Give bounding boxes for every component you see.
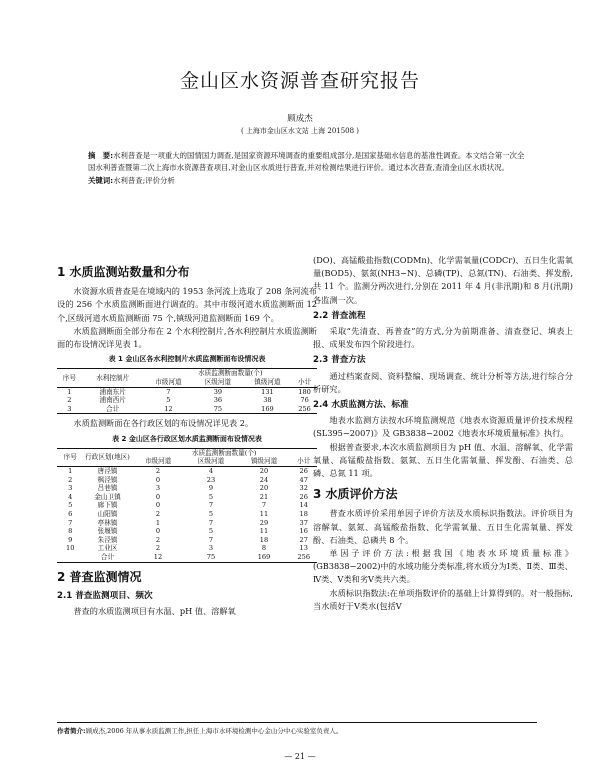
table-cell: 2	[67, 396, 72, 405]
table-cell: 张堰镇	[97, 527, 118, 536]
table-cell: 3	[68, 484, 73, 493]
table-row	[57, 493, 317, 502]
table-cell: 20	[259, 466, 269, 475]
table1-header-area: 水利控制片	[96, 373, 130, 382]
table-cell: 8	[261, 544, 267, 553]
table-cell: 14	[299, 501, 308, 510]
table-cell: 1	[68, 466, 73, 475]
table2-header-group: 水质监测断面数量(个)	[192, 448, 257, 457]
table1-col-header: 小计	[298, 378, 312, 387]
table-row	[57, 405, 317, 414]
table-cell: 9	[68, 535, 73, 544]
table-cell: 10	[66, 544, 75, 553]
table-cell: 廊下镇	[97, 501, 118, 510]
paragraph: 根据普查要求,本次水质监测项目为 pH 值、水温、溶解氧、化学需氧量、高锰酸盐指数、氨氮、五日生化需氧量、挥发酚、石油类、总磷、总氮 11 项。	[313, 441, 573, 479]
section-2-4-heading: 2.4 水质监测方法、标准	[313, 400, 409, 411]
table-row	[57, 484, 317, 493]
table-cell: 21	[259, 492, 269, 501]
paragraph: 普查的水质监测项目有水温、pH 值、溶解氧	[73, 605, 236, 616]
table-cell: 11	[259, 509, 269, 518]
paragraph: 普查水质评价采用单因子评价方法及水质标识指数法。评价项目为溶解氧、氨氮、高锰酸盐指数、化学需氧量、五日生化需氧量、挥发酚、石油类、总磷共 8 个。	[313, 508, 573, 545]
table-cell: 18	[299, 509, 308, 518]
table2	[57, 448, 317, 563]
table1-body	[57, 387, 317, 414]
table-cell: 浦南西片	[99, 396, 126, 405]
table1-header-seq: 序号	[62, 373, 76, 382]
table-cell: 23	[206, 475, 216, 484]
footnote	[57, 726, 342, 735]
table2-col-header: 区级河道	[197, 457, 225, 466]
author: 顾成杰	[287, 114, 313, 124]
table-cell: 7	[166, 387, 171, 396]
table2-body	[57, 466, 317, 562]
abstract-text: 水利普查是一项重大的国情国力调查,是国家资源环境调查的重要组成部分,是国家基础水信息的基准性调查。本文结合第一次全国水利普查暨第二次上海市水资源普查项目,对金山区水质进行普查,并对检测结果进行评价。通过本次普查,查清金山区水质状况。	[88, 151, 525, 173]
table-cell: 7	[208, 501, 214, 510]
table-cell: 9	[208, 484, 214, 493]
table-cell: 75	[206, 552, 216, 561]
table2-col-header: 市级河道	[144, 457, 172, 466]
table-cell: 26	[299, 466, 308, 475]
table-cell: 13	[299, 544, 308, 553]
table2-col-header: 镇级河道	[250, 457, 278, 466]
table-cell: 11	[259, 527, 269, 536]
table-cell: 12	[164, 404, 173, 413]
table-row	[57, 510, 317, 519]
table-cell: 2	[155, 544, 161, 553]
table-cell: 合计	[100, 552, 115, 561]
table-cell: 47	[299, 475, 308, 484]
table-cell: 18	[259, 535, 269, 544]
table-cell: 1	[67, 387, 72, 396]
paragraph: 水资源水质普查是在境域内的 1953 条河流上选取了 208 条河流布设的 256 个水质监测断面进行调查的。其中市级河道水质监测断面 12 个,区级河道水质监测断面 75 个,镇级河道监测断面 169 个。	[57, 286, 317, 323]
table-cell: 2	[155, 535, 161, 544]
section-2-2-heading: 2.2 普查流程	[313, 310, 366, 321]
affiliation: ( 上海市金山区水文站 上海 201508 )	[240, 127, 360, 135]
table-cell: 0	[155, 501, 161, 510]
table2-header-area: 行政区划(地区)	[85, 453, 130, 462]
table-cell: 8	[68, 527, 73, 536]
section-1-heading: 1 水质监测站数量和分布	[57, 265, 190, 279]
table2-col-header: 小计	[297, 457, 311, 466]
table-row	[57, 519, 317, 528]
table-row	[57, 544, 317, 553]
table-cell: 3	[155, 484, 161, 493]
table2-header-seq: 序号	[63, 453, 77, 462]
table-cell: 5	[166, 396, 171, 405]
table-cell: 5	[208, 527, 214, 536]
keywords: 水利普查;评价分析	[113, 175, 175, 185]
table-cell: 0	[155, 475, 161, 484]
table-cell: 39	[213, 387, 223, 396]
section-3-heading: 3 水质评价方法	[313, 487, 398, 502]
table-cell: 16	[299, 527, 308, 536]
abstract	[88, 150, 528, 187]
table-cell: 37	[299, 518, 308, 527]
table-cell: 256	[298, 404, 311, 413]
table-cell: 1	[155, 518, 161, 527]
table-cell: 6	[68, 509, 73, 518]
table-cell: 256	[297, 552, 311, 561]
footnote-label: 作者简介:	[57, 727, 86, 735]
paragraph: 采取“先清查、再普查”的方式,分为前期准备、清查登记、填表上报、成果发布四个阶段进行。	[313, 326, 573, 350]
left-column	[57, 262, 317, 618]
table-row	[57, 466, 317, 475]
table-cell: 枫泾镇	[97, 475, 118, 484]
table-cell: 2	[68, 475, 73, 484]
table-cell: 27	[299, 535, 308, 544]
table-cell: 0	[155, 492, 161, 501]
table-cell: 4	[68, 492, 73, 501]
table-cell: 吕巷镇	[97, 484, 118, 493]
table-cell: 山阳镇	[97, 509, 118, 518]
table-cell: 4	[208, 466, 214, 475]
footnote-text: 顾成杰,2006 年从事水质监测工作,担任上海市水环境检测中心金山分中心实验室负责人。	[85, 727, 343, 735]
table-cell: 唐泾镇	[97, 466, 118, 475]
table-cell: 169	[257, 552, 271, 561]
paragraph: 水质监测断面在各行政区划的布设情况详见表 2。	[73, 418, 254, 429]
table-cell: 0	[155, 527, 161, 536]
table-cell: 7	[261, 501, 267, 510]
table-cell: 169	[261, 404, 274, 413]
table-cell: 5	[208, 509, 214, 518]
table-cell: 26	[299, 492, 308, 501]
table1-col-header: 镇级河道	[254, 378, 281, 387]
table-cell: 浦南东片	[99, 387, 126, 396]
table-cell: 24	[259, 475, 269, 484]
table-cell: 76	[300, 396, 309, 405]
page-number: — 21 —	[284, 752, 316, 761]
table-cell: 29	[259, 518, 269, 527]
table-cell: 7	[68, 518, 73, 527]
right-column	[313, 254, 573, 613]
table-row	[57, 553, 317, 562]
table-cell: 36	[213, 396, 223, 405]
table1-col-header: 市级河道	[155, 378, 182, 387]
table-cell: 131	[261, 387, 274, 396]
table-cell: 38	[263, 396, 272, 405]
paragraph: 单因子评价方法:根据我国《地表水环境质量标准》(GB3838−2002)中的水域功能分类标准,将水质分为Ⅰ类、Ⅱ类、Ⅲ类、Ⅳ类、Ⅴ类和劣Ⅴ类共六类。	[313, 548, 573, 585]
table1-header-group: 水质监测断面数量(个)	[198, 369, 263, 378]
table1	[57, 368, 317, 414]
paragraph: 通过档案查阅、资料整编、现场调查、统计分析等方法,进行综合分析研究。	[313, 370, 573, 394]
table-cell: 180	[298, 387, 311, 396]
table1-col-header: 区级河道	[204, 378, 232, 387]
footnote-rule	[57, 722, 537, 723]
table-cell: 3	[67, 404, 72, 413]
table-cell: 5	[68, 501, 73, 510]
table-cell: 2	[155, 509, 161, 518]
section-2-heading: 2 普查监测情况	[57, 569, 142, 584]
paragraph: 地表水监测方法按水环境监测规范《地表水资源质量评价技术规程(SL395−2007)》及 GB3838−2002《地表水环境质量标准》执行。	[313, 415, 573, 439]
table-cell: 12	[153, 552, 163, 561]
table-row	[57, 387, 317, 396]
table-cell: 32	[299, 484, 308, 493]
table-cell: 3	[208, 544, 214, 553]
table-cell: 工业区	[97, 544, 118, 553]
table-cell: 7	[208, 535, 214, 544]
paper-title: 金山区水资源普查研究报告	[179, 70, 420, 92]
table-row	[57, 476, 317, 485]
table-cell: 5	[208, 492, 214, 501]
table-cell: 金山卫镇	[94, 492, 121, 501]
table1-caption: 表 1 金山区各水利控制片水质监测断面布设情况表	[108, 355, 266, 364]
table-row	[57, 501, 317, 510]
table-cell: 亭林镇	[97, 518, 118, 527]
table-row	[57, 396, 317, 405]
paragraph: 水质监测断面全部分布在 2 个水利控制片,各水利控制片水质监测断面的布设情况详见表 1。	[57, 325, 317, 350]
abstract-label: 摘 要:	[88, 151, 114, 160]
paragraph: (DO)、高锰酸盐指数(CODMn)、化学需氧量(CODCr)、五日生化需氧量(BOD5)、氨氮(NH3−N)、总磷(TP)、总氮(TN)、石油类、挥发酚,共 11 个。监测分两次进行,分别在 2011 年 4 月(非汛期)和 8 月(汛期)各监测一次。	[313, 255, 573, 305]
table2-caption: 表 2 金山区各行政区划水质监测断面布设情况表	[112, 434, 262, 443]
paragraph: 水质标识指数法:在单项指数评价的基础上计算得到的。对一般指标,当水质好于Ⅴ类水(包括Ⅴ	[313, 587, 573, 611]
table-cell: 75	[213, 404, 223, 413]
table-cell: 20	[259, 484, 269, 493]
table-cell	[57, 553, 84, 562]
table-row	[57, 536, 317, 545]
table-cell: 7	[208, 518, 214, 527]
table-cell: 合计	[106, 404, 120, 413]
section-2-3-heading: 2.3 普查方法	[313, 355, 366, 366]
table-row	[57, 527, 317, 536]
keywords-label: 关键词:	[88, 175, 114, 185]
table-cell: 朱泾镇	[97, 535, 118, 544]
section-2-1-heading: 2.1 普查监测项目、频次	[57, 590, 153, 601]
table-cell: 2	[155, 466, 161, 475]
